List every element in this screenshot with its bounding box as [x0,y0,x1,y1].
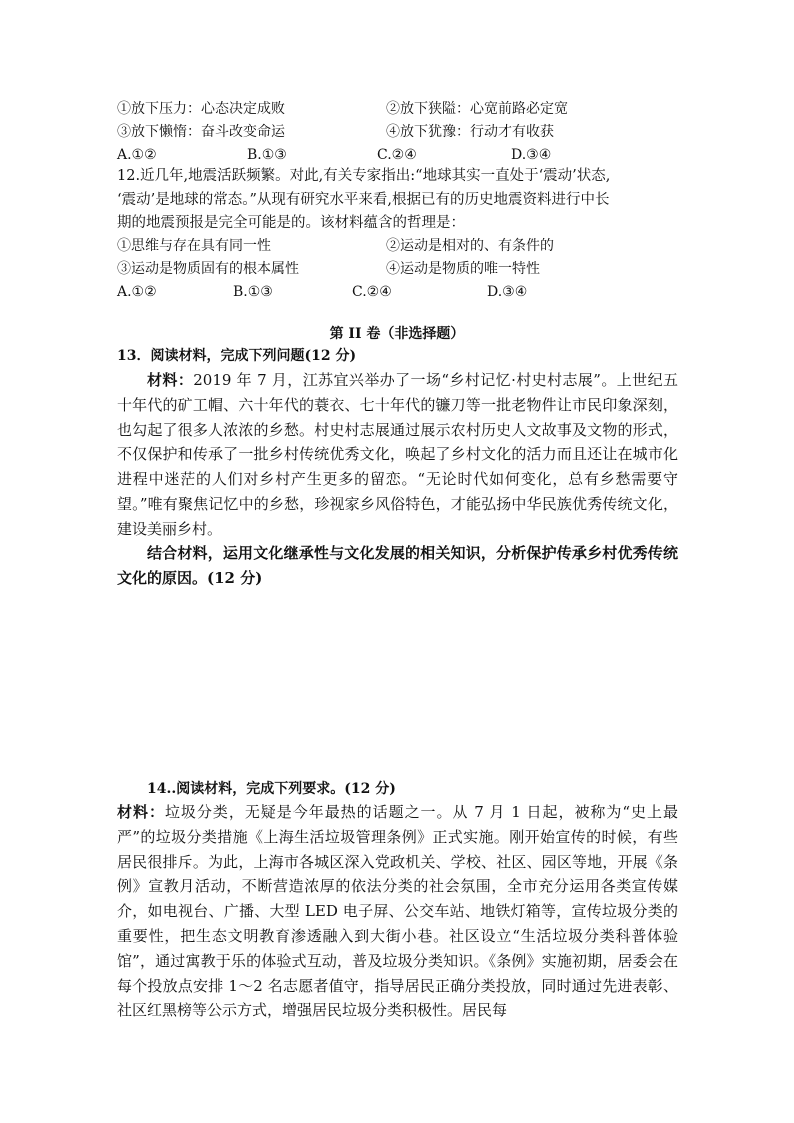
q12-option-1: ①思维与存在具有同一性 [117,238,271,254]
section-title: 第 II 卷（非选择题） [329,326,465,342]
q13-material [117,368,678,542]
q11-answer-b: B.①③ [247,147,287,163]
q12-answer-d: D.③④ [487,284,528,300]
q12-stem-line-3: 期的地震预报是完全可能是的。该材料蕴含的哲理是： [117,215,465,231]
q12-option-2: ②运动是相对的、有条件的 [386,238,554,254]
q12-answer-a: A.①② [117,284,157,300]
q14-material-label: 材料： [117,803,165,821]
q13-material-text: 2019 年 7 月，江苏宜兴举办了一场“乡村记忆·村史村志展”。上世纪五十年代的矿工帽、六十年代的蓑衣、七十年代的镰刀等一批老物件让市民印象深刻，也勾起了很多人浓浓的乡愁。村史村志展通过展示农村历史人文故事及文物的形式，不仅保护和传承了一批乡村传统优秀文化，唤起了乡村文化的活力而且还让在城市化进程中迷茫的人们对乡村产生更多的留恋。“无论时代如何变化，总有乡愁需要守望。”唯有聚焦记忆中的乡愁，珍视家乡风俗特色，才能弘扬中华民族优秀传统文化，建设美丽乡村。 [117,371,678,538]
q11-option-1: ①放下压力：心态决定成败 [117,101,285,117]
q11-option-3: ③放下懒惰：奋斗改变命运 [117,124,285,140]
q12-option-3: ③运动是物质固有的根本属性 [117,261,299,277]
q14-material [117,800,678,1023]
q12-stem-line-1: 12.近几年,地震活跃频繁。对此,有关专家指出:“地球其实一直处于‘震动’状态, [117,168,611,184]
q12-stem-line-2: ‘震动’是地球的常态。”从现有研究水平来看,根据已有的历史地震资料进行中长 [117,192,610,208]
q11-answer-a: A.①② [117,147,157,163]
q14-heading: 14..阅读材料，完成下列要求。(12 分) [147,781,396,797]
q11-option-4: ④放下犹豫：行动才有收获 [386,124,554,140]
q14-material-text: 垃圾分类，无疑是今年最热的话题之一。从 7 月 1 日起，被称为“史上最严”的垃圾分类措施《上海生活垃圾管理条例》正式实施。刚开始宣传的时候，有些居民很排斥。为此，上海市各城区深入党政机关、学校、社区、园区等地，开展《条例》宣教月活动，不断营造浓厚的依法分类的社会氛围，全市充分运用各类宣传媒介，如电视台、广播、大型 LED 电子屏、公交车站、地铁灯箱等，宣传垃圾分类的重要性，把生态文明教育渗透融入到大街小巷。社区设立“生活垃圾分类科普体验馆”，通过寓教于乐的体验式互动，普及垃圾分类知识。《条例》实施初期，居委会在每个投放点安排 1～2 名志愿者值守，指导居民正确分类投放，同时通过先进表彰、社区红黑榜等公示方式，增强居民垃圾分类积极性。居民每 [117,803,678,1020]
q12-answer-c: C.②④ [352,284,392,300]
q13-task: 结合材料，运用文化继承性与文化发展的相关知识，分析保护传承乡村优秀传统文化的原因。(12 分) [117,544,678,587]
q12-answer-b: B.①③ [233,284,273,300]
q11-answer-c: C.②④ [377,147,417,163]
q11-option-2: ②放下狭隘：心宽前路必定宽 [386,101,568,117]
q12-option-4: ④运动是物质的唯一特性 [386,261,540,277]
q11-answer-d: D.③④ [511,147,552,163]
q13-material-label: 材料： [147,371,194,389]
q13-heading: 13．阅读材料，完成下列问题(12 分) [117,348,357,364]
